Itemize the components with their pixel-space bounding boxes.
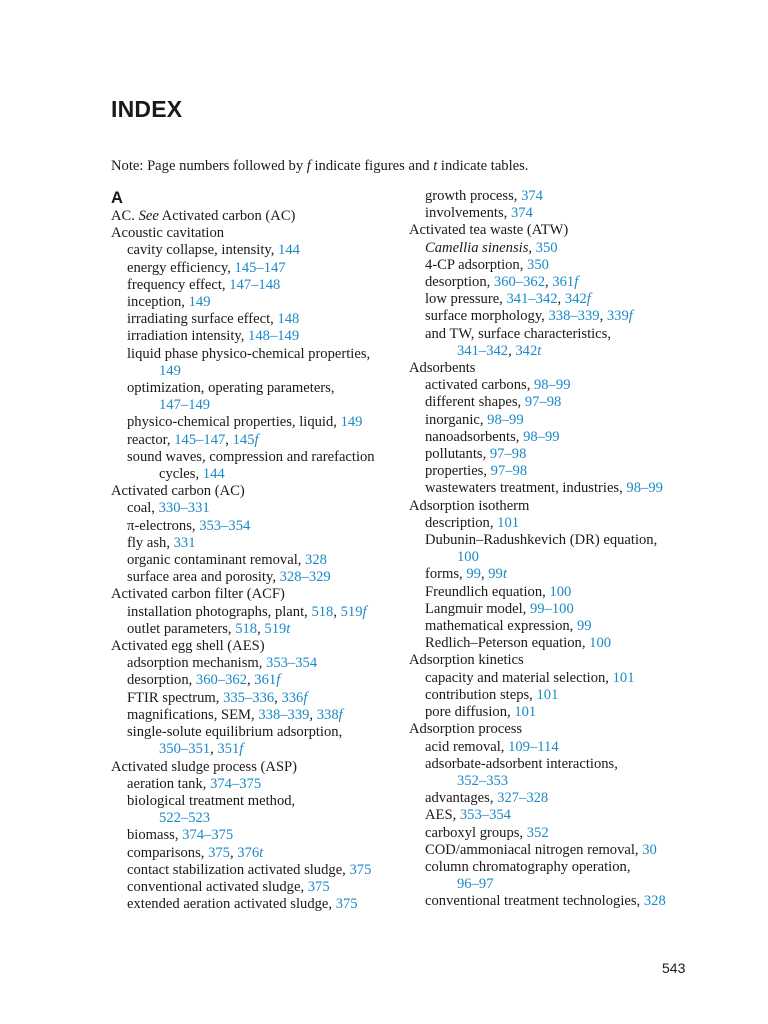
- entry-text: irradiating surface effect,: [127, 311, 278, 328]
- page-reference-link[interactable]: f: [362, 603, 367, 620]
- index-subentry: [111, 621, 401, 638]
- page-reference-link[interactable]: 101: [514, 704, 537, 721]
- index-subentry: [111, 896, 401, 913]
- entry-text: mathematical expression,: [425, 618, 577, 635]
- page-reference-link[interactable]: 338–339: [548, 308, 600, 325]
- entry-text: advantages,: [425, 790, 498, 807]
- entry-text: contribution steps,: [425, 686, 537, 703]
- page-reference-link[interactable]: 350–351: [159, 741, 211, 758]
- index-subentry: [409, 377, 709, 394]
- index-subentry: [409, 825, 709, 842]
- index-subentry: [111, 346, 401, 363]
- entry-text: outlet parameters,: [127, 620, 236, 637]
- index-subentry: [111, 260, 401, 277]
- page-reference-link[interactable]: 100: [457, 549, 479, 566]
- entry-text: Activated tea waste (ATW): [409, 222, 569, 239]
- page-reference-link[interactable]: 339: [606, 308, 629, 325]
- entry-text: magnifications, SEM,: [127, 706, 259, 723]
- entry-text: cycles,: [159, 466, 203, 483]
- entry-text: ,: [257, 620, 265, 637]
- page-reference-link[interactable]: 342: [515, 342, 538, 359]
- index-main-entry: [111, 225, 401, 242]
- entry-text: Redlich–Peterson equation,: [425, 635, 590, 652]
- entry-text: inception,: [127, 294, 189, 311]
- index-main-entry: [111, 586, 401, 603]
- page-reference-link[interactable]: t: [286, 620, 291, 637]
- entry-text: wastewaters treatment, industries,: [425, 480, 627, 497]
- index-subentry: [111, 414, 401, 431]
- page-reference-link[interactable]: 341–342: [506, 291, 558, 308]
- index-subentry: [409, 205, 709, 222]
- entry-text: organic contaminant removal,: [127, 552, 306, 569]
- entry-text: aeration tank,: [127, 775, 211, 792]
- page-reference-link[interactable]: 144: [202, 466, 225, 483]
- page-reference-link[interactable]: 149: [340, 414, 363, 431]
- index-subentry: [111, 449, 401, 466]
- page-reference-link[interactable]: f: [586, 291, 591, 308]
- page-reference-link[interactable]: 97–98: [490, 463, 528, 480]
- index-subentry: [409, 412, 709, 429]
- index-entry-continuation: [409, 343, 709, 360]
- index-subentry: [409, 274, 709, 291]
- entry-text: ,: [247, 672, 255, 689]
- entry-text: Adsorption kinetics: [409, 652, 524, 669]
- entry-text: activated carbons,: [425, 377, 534, 394]
- index-subentry: [111, 569, 401, 586]
- entry-text: ,: [557, 291, 565, 308]
- page-reference-link[interactable]: 328: [305, 552, 327, 569]
- page-reference-link[interactable]: t: [537, 342, 542, 359]
- page-reference-link[interactable]: 98–99: [523, 428, 560, 445]
- index-subentry: [409, 635, 709, 652]
- index-subentry: [409, 480, 709, 497]
- index-main-entry: [409, 498, 709, 515]
- page-reference-link[interactable]: 109–114: [508, 738, 559, 755]
- index-entry-continuation: [111, 741, 401, 758]
- entry-text: Activated egg shell (AES): [111, 638, 265, 655]
- entry-text: involvements,: [425, 205, 511, 222]
- index-subentry: [111, 518, 401, 535]
- entry-text: extended aeration activated sludge,: [127, 896, 336, 913]
- entry-text: Adsorption isotherm: [409, 497, 530, 514]
- index-subentry: [111, 380, 401, 397]
- entry-text: contact stabilization activated sludge,: [127, 861, 350, 878]
- entry-text: and TW, surface characteristics,: [425, 325, 611, 342]
- page-reference-link[interactable]: 99–100: [529, 600, 574, 617]
- index-main-entry: [409, 652, 709, 669]
- entry-text: conventional activated sludge,: [127, 878, 308, 895]
- page-reference-link[interactable]: 376: [237, 844, 260, 861]
- index-subentry: [111, 655, 401, 672]
- entry-text: physico-chemical properties, liquid,: [127, 414, 341, 431]
- page-reference-link[interactable]: 100: [589, 635, 612, 652]
- index-entry-continuation: [111, 363, 401, 380]
- entry-text: ,: [333, 603, 341, 620]
- index-subentry: [111, 672, 401, 689]
- entry-text: acid removal,: [425, 738, 509, 755]
- index-subentry: [111, 328, 401, 345]
- page-reference-link[interactable]: 98–99: [626, 480, 663, 497]
- entry-text: nanoadsorbents,: [425, 428, 524, 445]
- index-subentry: [409, 326, 709, 343]
- page-reference-link[interactable]: 341–342: [457, 342, 509, 359]
- index-subentry: [409, 566, 709, 583]
- entry-text: frequency effect,: [127, 276, 230, 293]
- entry-text: Dubunin–Radushkevich (DR) equation,: [425, 532, 658, 549]
- entry-text: ,: [309, 706, 317, 723]
- index-entry-continuation: [409, 876, 709, 893]
- entry-text: different shapes,: [425, 394, 525, 411]
- page-reference-link[interactable]: f: [303, 689, 308, 706]
- index-subentry: [111, 879, 401, 896]
- page-reference-link[interactable]: 327–328: [497, 790, 549, 807]
- entry-text: ,: [229, 844, 238, 861]
- entry-text: comparisons,: [127, 844, 209, 861]
- index-subentry: [111, 500, 401, 517]
- entry-text: irradiation intensity,: [127, 328, 249, 345]
- page-reference-link[interactable]: 330–331: [158, 500, 210, 517]
- page-reference-link[interactable]: 147–149: [159, 397, 211, 414]
- page-reference-link[interactable]: 331: [173, 534, 196, 551]
- page-reference-link[interactable]: 97–98: [489, 446, 527, 463]
- entry-text: biomass,: [127, 827, 183, 844]
- page-reference-link[interactable]: 149: [159, 362, 181, 379]
- index-entry-continuation: [111, 466, 401, 483]
- index-subentry: [409, 687, 709, 704]
- index-subentry: [111, 845, 401, 862]
- index-subentry: [111, 277, 401, 294]
- page-reference-link[interactable]: 374–375: [182, 827, 234, 844]
- page-reference-link[interactable]: 351: [217, 741, 240, 758]
- page-reference-link[interactable]: 352–353: [457, 772, 509, 789]
- entry-text: Adsorption process: [409, 721, 523, 738]
- page-reference-link[interactable]: 350: [527, 256, 549, 273]
- entry-text: biological treatment method,: [127, 792, 296, 809]
- index-subentry: [409, 704, 709, 721]
- index-subentry: [409, 463, 709, 480]
- page-reference-link[interactable]: 360–362: [195, 672, 247, 689]
- index-subentry: [111, 793, 401, 810]
- page-reference-link[interactable]: 148–149: [248, 328, 300, 345]
- entry-text: Adsorbents: [409, 360, 476, 377]
- index-subentry: [409, 188, 709, 205]
- entry-text: pollutants,: [425, 446, 490, 463]
- page-reference-link[interactable]: 518: [235, 620, 258, 637]
- page-reference-link[interactable]: 353–354: [199, 517, 251, 534]
- entry-text: Freundlich equation,: [425, 583, 550, 600]
- entry-text: desorption,: [425, 274, 494, 291]
- entry-text: energy efficiency,: [127, 259, 235, 276]
- index-subentry: [409, 515, 709, 532]
- entry-text: capacity and material selection,: [425, 669, 613, 686]
- entry-text: pore diffusion,: [425, 704, 515, 721]
- page-reference-link[interactable]: 353–354: [459, 807, 511, 824]
- page-reference-link[interactable]: f: [574, 274, 579, 291]
- index-main-entry: [409, 222, 709, 239]
- entry-text: AC.: [111, 208, 139, 224]
- page-reference-link[interactable]: 147–148: [229, 276, 281, 293]
- index-subentry: [409, 739, 709, 756]
- entry-text: Activated carbon (AC): [158, 208, 296, 224]
- index-subentry: [409, 618, 709, 635]
- entry-text: ,: [225, 431, 233, 448]
- entry-text: AES,: [425, 807, 460, 824]
- index-main-entry: [409, 360, 709, 377]
- index-subentry: [111, 604, 401, 621]
- page-reference-link[interactable]: 522–523: [159, 810, 211, 827]
- page-reference-link[interactable]: f: [628, 308, 633, 325]
- entry-text: Acoustic cavitation: [111, 225, 225, 242]
- entry-text: optimization, operating parameters,: [127, 380, 335, 397]
- page-reference-link[interactable]: 361: [254, 672, 277, 689]
- page-reference-link[interactable]: 328–329: [279, 569, 331, 586]
- page-reference-link[interactable]: 98–99: [487, 411, 524, 428]
- entry-text: Note: Page numbers followed by: [111, 158, 307, 174]
- index-subentry: [111, 552, 401, 569]
- index-subentry: [409, 308, 709, 325]
- entry-text: π-electrons,: [127, 517, 200, 534]
- index-subentry: [409, 859, 709, 876]
- index-main-entry: [409, 721, 709, 738]
- index-main-entry: [111, 208, 401, 225]
- page-reference-link[interactable]: 375: [307, 878, 330, 895]
- page-reference-link[interactable]: 360–362: [493, 274, 545, 291]
- page-reference-link[interactable]: 374: [510, 205, 533, 222]
- entry-text: inorganic,: [425, 411, 488, 428]
- page-number: 543: [662, 960, 686, 976]
- entry-text: ,: [274, 689, 282, 706]
- index-subentry: [409, 257, 709, 274]
- page-reference-link[interactable]: 518: [311, 603, 334, 620]
- entry-text: COD/ammoniacal nitrogen removal,: [425, 841, 643, 858]
- entry-text: installation photographs, plant,: [127, 603, 312, 620]
- page-reference-link[interactable]: 148: [277, 311, 300, 328]
- page-reference-link[interactable]: 97–98: [524, 394, 562, 411]
- page-title: INDEX: [111, 96, 183, 122]
- index-subentry: [111, 242, 401, 259]
- entry-text: ,: [480, 566, 489, 583]
- index-entry-continuation: [409, 549, 709, 566]
- page-reference-link[interactable]: 101: [536, 686, 559, 703]
- page-reference-link[interactable]: 100: [549, 583, 572, 600]
- entry-text: column chromatography operation,: [425, 858, 631, 875]
- entry-text: indicate tables.: [437, 158, 529, 174]
- page-reference-link[interactable]: 101: [497, 514, 520, 531]
- page-reference-link[interactable]: 375: [208, 844, 230, 861]
- entry-text: liquid phase physico-chemical properties,: [127, 345, 371, 362]
- entry-text: ,: [508, 342, 516, 359]
- entry-text: description,: [425, 514, 498, 531]
- entry-text: low pressure,: [425, 291, 507, 308]
- italic-text: Camellia sinensis: [425, 239, 529, 256]
- index-column-right: [409, 188, 709, 911]
- entry-text: 4-CP adsorption,: [425, 256, 528, 273]
- index-subentry: [409, 240, 709, 257]
- entry-text: Activated sludge process (ASP): [111, 758, 298, 775]
- index-subentry: [409, 807, 709, 824]
- section-letter: A: [111, 189, 123, 207]
- entry-text: forms,: [425, 566, 467, 583]
- entry-text: ,: [599, 308, 607, 325]
- entry-text: carboxyl groups,: [425, 824, 527, 841]
- page-reference-link[interactable]: 353–354: [266, 655, 318, 672]
- index-subentry: [111, 311, 401, 328]
- page-reference-link[interactable]: t: [259, 844, 264, 861]
- page-reference-link[interactable]: 519: [264, 620, 287, 637]
- entry-text: growth process,: [425, 188, 522, 204]
- index-subentry: [409, 756, 709, 773]
- entry-text: sound waves, compression and rarefaction: [127, 448, 375, 465]
- index-subentry: [111, 862, 401, 879]
- page-reference-link[interactable]: 338: [316, 706, 339, 723]
- index-subentry: [409, 584, 709, 601]
- entry-text: conventional treatment technologies,: [425, 893, 644, 910]
- page-reference-link[interactable]: 30: [642, 841, 657, 858]
- page-reference-link[interactable]: 350: [535, 239, 558, 256]
- index-entries-right: [409, 188, 709, 911]
- page-reference-link[interactable]: f: [239, 741, 244, 758]
- entry-text: ,: [545, 274, 553, 291]
- page-reference-link[interactable]: 374: [521, 188, 543, 204]
- index-subentry: [409, 446, 709, 463]
- entry-text: fly ash,: [127, 534, 174, 551]
- page-reference-link[interactable]: f: [338, 706, 343, 723]
- entry-text: surface area and porosity,: [127, 569, 280, 586]
- page-reference-link[interactable]: 336: [281, 689, 304, 706]
- index-note: [111, 158, 528, 175]
- page-reference-link[interactable]: f: [254, 431, 259, 448]
- page-reference-link[interactable]: 99: [466, 566, 481, 583]
- index-subentry: [409, 532, 709, 549]
- index-entry-continuation: [111, 397, 401, 414]
- page-reference-link[interactable]: 335–336: [223, 689, 275, 706]
- page-reference-link[interactable]: 338–339: [258, 706, 310, 723]
- entry-text: ,: [528, 239, 536, 256]
- index-subentry: [409, 601, 709, 618]
- index-subentry: [409, 670, 709, 687]
- entry-text: Langmuir model,: [425, 600, 530, 617]
- italic-text: f: [306, 158, 311, 174]
- index-subentry: [111, 432, 401, 449]
- page-reference-link[interactable]: 352: [526, 824, 549, 841]
- page-reference-link[interactable]: 101: [612, 669, 635, 686]
- index-subentry: [111, 827, 401, 844]
- page-reference-link[interactable]: 149: [188, 294, 211, 311]
- page-reference-link[interactable]: 374–375: [210, 775, 262, 792]
- entry-text: desorption,: [127, 672, 196, 689]
- entry-text: adsorption mechanism,: [127, 655, 267, 672]
- entry-text: coal,: [127, 500, 159, 517]
- page-reference-link[interactable]: 375: [335, 896, 358, 913]
- index-subentry: [111, 776, 401, 793]
- index-subentry: [409, 394, 709, 411]
- page-reference-link[interactable]: 99: [576, 618, 592, 635]
- page-reference-link[interactable]: 342: [564, 291, 587, 308]
- index-entry-continuation: [111, 810, 401, 827]
- index-subentry: [111, 535, 401, 552]
- page-reference-link[interactable]: f: [276, 672, 281, 689]
- entry-text: reactor,: [127, 431, 175, 448]
- entry-text: Activated carbon filter (ACF): [111, 586, 285, 603]
- index-main-entry: [111, 759, 401, 776]
- entry-text: surface morphology,: [425, 308, 549, 325]
- index-subentry: [111, 690, 401, 707]
- index-main-entry: [111, 638, 401, 655]
- page-reference-link[interactable]: 145–147: [174, 431, 226, 448]
- index-subentry: [111, 724, 401, 741]
- index-subentry: [409, 893, 709, 910]
- entry-text: properties,: [425, 463, 491, 480]
- index-main-entry: [111, 483, 401, 500]
- page-reference-link[interactable]: 98–99: [534, 377, 571, 394]
- entry-text: indicate figures and: [310, 158, 434, 174]
- index-column-left: [111, 188, 401, 913]
- entry-text: ,: [210, 741, 218, 758]
- entry-text: single-solute equilibrium adsorption,: [127, 724, 343, 741]
- page-reference-link[interactable]: t: [502, 566, 507, 583]
- entry-text: adsorbate-adsorbent interactions,: [425, 755, 618, 772]
- page-reference-link[interactable]: 96–97: [457, 876, 494, 893]
- page-reference-link[interactable]: 145: [232, 431, 255, 448]
- index-subentry: [409, 429, 709, 446]
- index-entry-continuation: [409, 773, 709, 790]
- italic-text: t: [433, 158, 438, 174]
- index-subentry: [409, 790, 709, 807]
- index-subentry: [111, 707, 401, 724]
- italic-text: See: [138, 208, 159, 224]
- page-reference-link[interactable]: 145–147: [234, 259, 286, 276]
- page-reference-link[interactable]: 328: [643, 893, 666, 910]
- page-reference-link[interactable]: 99: [488, 566, 503, 583]
- page-reference-link[interactable]: 144: [278, 242, 300, 259]
- page-reference-link[interactable]: 361: [552, 274, 575, 291]
- page-reference-link[interactable]: 375: [349, 861, 372, 878]
- entry-text: cavity collapse, intensity,: [127, 242, 279, 259]
- index-subentry: [409, 291, 709, 308]
- page-reference-link[interactable]: 519: [340, 603, 363, 620]
- index-subentry: [409, 842, 709, 859]
- index-subentry: [111, 294, 401, 311]
- entry-text: FTIR spectrum,: [127, 689, 224, 706]
- index-entries-left: [111, 208, 401, 913]
- entry-text: Activated carbon (AC): [111, 483, 245, 500]
